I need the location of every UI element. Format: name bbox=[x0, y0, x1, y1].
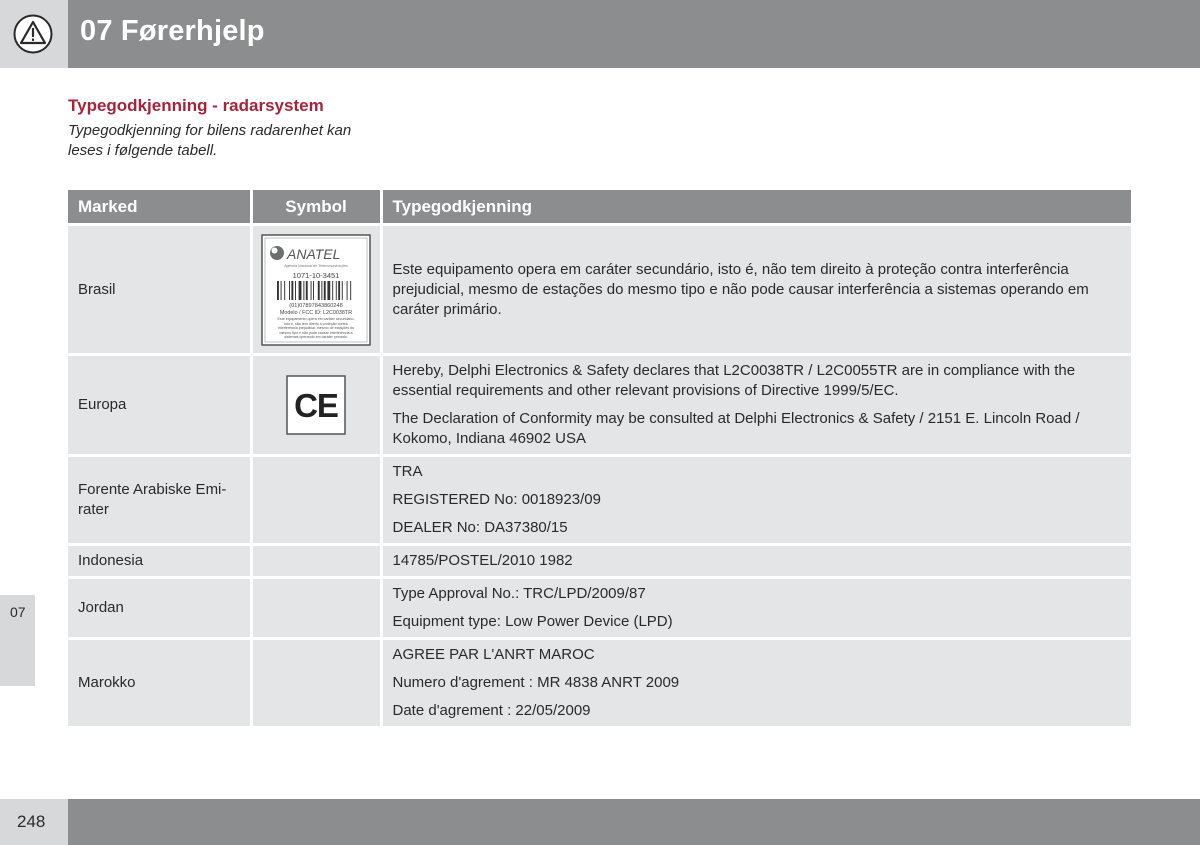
approval-text: 14785/POSTEL/2010 1982 bbox=[392, 552, 573, 569]
barcode-bar bbox=[327, 281, 330, 300]
section-title: Typegodkjenning - radarsystem bbox=[68, 96, 324, 115]
chapter-tab bbox=[0, 595, 35, 686]
barcode-bar bbox=[336, 281, 337, 300]
anatel-barcode-text: (01)07897843860248 bbox=[289, 302, 343, 309]
ce-mark-text: CE bbox=[294, 387, 338, 424]
approval-text: Este equipamento opera em caráter secundário, isto é, não tem direito à proteção contra interferência prejudicial, mesmo de estações do mesmo tipo e não pode causar interferência a sistemas operando em caráter primário. bbox=[392, 260, 1089, 318]
anatel-notice-frame bbox=[275, 317, 357, 341]
approval-text: Date d'agrement : 22/05/2009 bbox=[392, 702, 591, 719]
approval-cell bbox=[381, 639, 1131, 728]
market-cell: Indonesia bbox=[68, 545, 251, 578]
barcode-bar bbox=[277, 281, 279, 300]
market-cell: Europa bbox=[68, 355, 251, 456]
barcode-bar bbox=[324, 281, 326, 300]
warning-triangle-icon bbox=[13, 14, 53, 54]
table-row bbox=[68, 545, 1131, 578]
symbol-cell bbox=[251, 355, 381, 456]
barcode-bar bbox=[299, 281, 302, 300]
market-cell: Marokko bbox=[68, 639, 251, 728]
anatel-brand: ANATEL bbox=[287, 245, 341, 262]
anatel-code: 1071-10-3451 bbox=[292, 270, 340, 280]
table-row bbox=[68, 456, 1131, 545]
approval-text: Numero d'agrement : MR 4838 ANRT 2009 bbox=[392, 674, 680, 691]
symbol-cell bbox=[251, 225, 381, 355]
barcode-bar bbox=[303, 281, 304, 300]
table-header-row bbox=[68, 190, 1131, 225]
anatel-notice: Este equipamento opera em caráter secundário, isto é, não tem direito à proteção contra interferência prejudicial, mesmo de estações do mesmo tipo e não pode causar interferência a sistemas operando em caráter primário. bbox=[277, 316, 355, 339]
barcode-bar bbox=[342, 281, 343, 300]
barcode-bar bbox=[289, 281, 290, 300]
footer-bar bbox=[68, 799, 1200, 845]
chapter-tab-label: 07 bbox=[10, 604, 26, 620]
barcode-bar bbox=[311, 281, 312, 300]
anatel-agency: Agência Nacional de Telecomunicações bbox=[284, 263, 348, 268]
approval-text: AGREE PAR L'ANRT MAROC bbox=[392, 646, 595, 663]
approval-text: Equipment type: Low Power Device (LPD) bbox=[392, 613, 673, 630]
approval-text: Type Approval No.: TRC/LPD/2009/87 bbox=[392, 585, 646, 602]
approval-cell bbox=[381, 225, 1131, 355]
market-cell: Forente Arabiske Emi-rater bbox=[68, 456, 251, 545]
approval-text: The Declaration of Conformity may be consulted at Delphi Electronics & Safety / 2151 E. Lincoln Road / Kokomo, Indiana 46902 USA bbox=[392, 410, 1080, 447]
symbol-cell bbox=[251, 639, 381, 728]
table-row bbox=[68, 639, 1131, 728]
table-row bbox=[68, 578, 1131, 639]
ce-mark-icon bbox=[286, 375, 346, 435]
barcode-bar bbox=[281, 281, 282, 300]
barcode-bar bbox=[318, 281, 320, 300]
approval-text: Hereby, Delphi Electronics & Safety declares that L2C0038TR / L2C0055TR are in compliance with the essential requirements and other relevant provisions of Directive 1999/5/EC. bbox=[392, 362, 1076, 399]
barcode-bar bbox=[284, 281, 285, 300]
market-cell: Jordan bbox=[68, 578, 251, 639]
page-number-box bbox=[0, 799, 68, 845]
page-number: 248 bbox=[17, 812, 46, 831]
chapter-title: 07 Førerhjelp bbox=[80, 15, 265, 47]
column-header-market: Marked bbox=[68, 190, 251, 225]
approval-cell bbox=[381, 456, 1131, 545]
column-header-symbol: Symbol bbox=[251, 190, 381, 225]
anatel-label-image bbox=[261, 234, 371, 346]
table-row bbox=[68, 225, 1131, 355]
column-header-approval: Typegodkjenning bbox=[381, 190, 1131, 225]
market-cell: Brasil bbox=[68, 225, 251, 355]
header-icon-box bbox=[0, 0, 68, 68]
barcode-bar bbox=[321, 281, 322, 300]
header-bar bbox=[68, 0, 1200, 68]
barcode-bar bbox=[306, 281, 308, 300]
approval-cell bbox=[381, 545, 1131, 578]
symbol-cell bbox=[251, 578, 381, 639]
barcode-bar bbox=[350, 281, 351, 300]
approval-text: DEALER No: DA37380/15 bbox=[392, 519, 568, 536]
barcode-bar bbox=[338, 281, 340, 300]
symbol-cell bbox=[251, 545, 381, 578]
approval-cell bbox=[381, 355, 1131, 456]
section-intro: Typegodkjenning for bilens radarenhet kan leses i følgende tabell. bbox=[68, 122, 352, 159]
symbol-cell bbox=[251, 456, 381, 545]
barcode-bar bbox=[313, 281, 314, 300]
barcode-bar bbox=[291, 281, 293, 300]
type-approval-table bbox=[68, 190, 1131, 729]
table-row bbox=[68, 355, 1131, 456]
barcode-bar bbox=[295, 281, 296, 300]
approval-text: REGISTERED No: 0018923/09 bbox=[392, 491, 601, 508]
approval-text: TRA bbox=[392, 463, 423, 480]
barcode-bar bbox=[332, 281, 333, 300]
anatel-model: Modelo / FCC ID: L2C0038TR bbox=[279, 309, 353, 316]
barcode-bar bbox=[347, 281, 348, 300]
approval-cell bbox=[381, 578, 1131, 639]
